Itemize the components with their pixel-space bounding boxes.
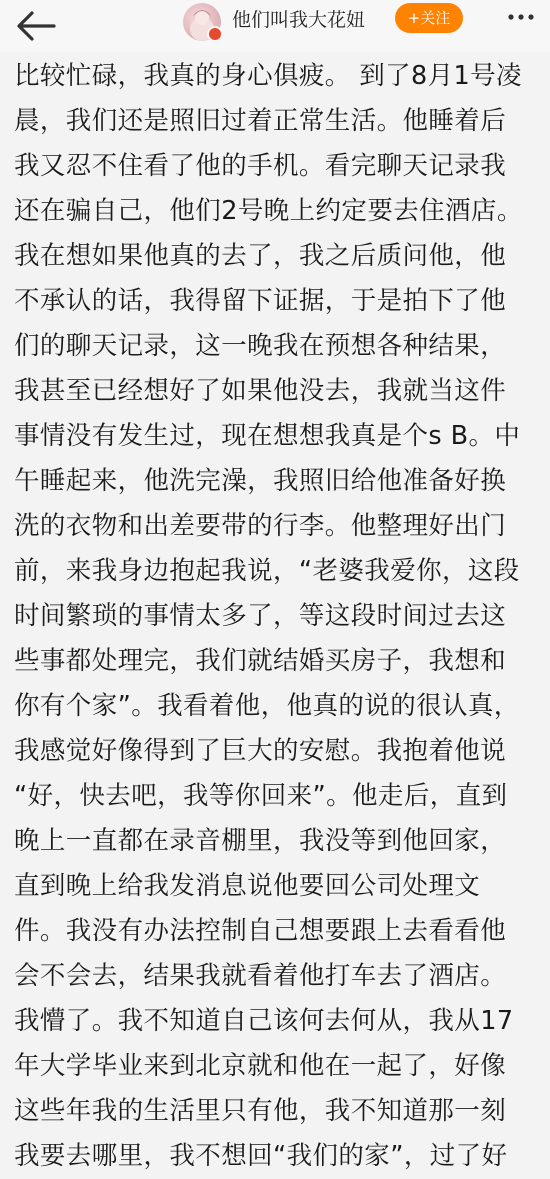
article-line: 你有个家”。我看着他，他真的说的很认真，	[14, 691, 520, 721]
article-line: 件。我没有办法控制自己想要跟上去看看他	[14, 916, 507, 946]
article-line: 年大学毕业来到北京就和他在一起了，好像	[14, 1051, 507, 1081]
article-line: 前，来我身边抱起我说，“老婆我爱你，这段	[14, 556, 520, 586]
article-line: 我懵了。我不知道自己该何去何从，我从17	[14, 1006, 514, 1036]
article-line: “好，快去吧，我等你回来”。他走后，直到	[14, 781, 508, 811]
article-line: 这些年我的生活里只有他，我不知道那一刻	[14, 1096, 507, 1126]
article-line: 些事都处理完，我们就结婚买房子，我想和	[14, 646, 507, 676]
follow-button[interactable]: +关注	[395, 3, 463, 33]
top-bar	[0, 0, 550, 52]
article-line: 我在想如果他真的去了，我之后质问他，他	[14, 241, 507, 271]
article-line: 不承认的话，我得留下证据，于是拍下了他	[14, 286, 507, 316]
article-line: 会不会去，结果我就看着他打车去了酒店。	[14, 961, 507, 991]
article-line: 们的聊天记录，这一晚我在预想各种结果，	[14, 331, 507, 361]
article-line: 我又忍不住看了他的手机。看完聊天记录我	[14, 151, 507, 181]
more-dots-icon[interactable]	[506, 4, 536, 30]
verified-badge-icon	[207, 26, 223, 42]
article-line: 洗的衣物和出差要带的行李。他整理好出门	[14, 511, 507, 541]
article-line: 晨，我们还是照旧过着正常生活。他睡着后	[14, 106, 507, 136]
article-line: 我甚至已经想好了如果他没去，我就当这件	[14, 376, 507, 406]
article-line: 事情没有发生过，现在想想我真是个s B。中	[14, 421, 521, 451]
article-line: 比较忙碌，我真的身心俱疲。 到了8月1号凌	[14, 61, 522, 91]
back-arrow-icon[interactable]	[14, 8, 58, 44]
article-line: 还在骗自己，他们2号晚上约定要去住酒店。	[14, 196, 523, 226]
article-body	[14, 54, 544, 1179]
article-line: 直到晚上给我发消息说他要回公司处理文	[14, 871, 481, 901]
article-line: 我要去哪里，我不想回“我们的家”，过了好	[14, 1141, 508, 1171]
article-line: 晚上一直都在录音棚里，我没等到他回家，	[14, 826, 507, 856]
article-line: 时间繁琐的事情太多了，等这段时间过去这	[14, 601, 507, 631]
article-line: 午睡起来，他洗完澡，我照旧给他准备好换	[14, 466, 507, 496]
author-name[interactable]: 他们叫我大花妞	[232, 9, 366, 31]
article-line: 我感觉好像得到了巨大的安慰。我抱着他说	[14, 736, 507, 766]
